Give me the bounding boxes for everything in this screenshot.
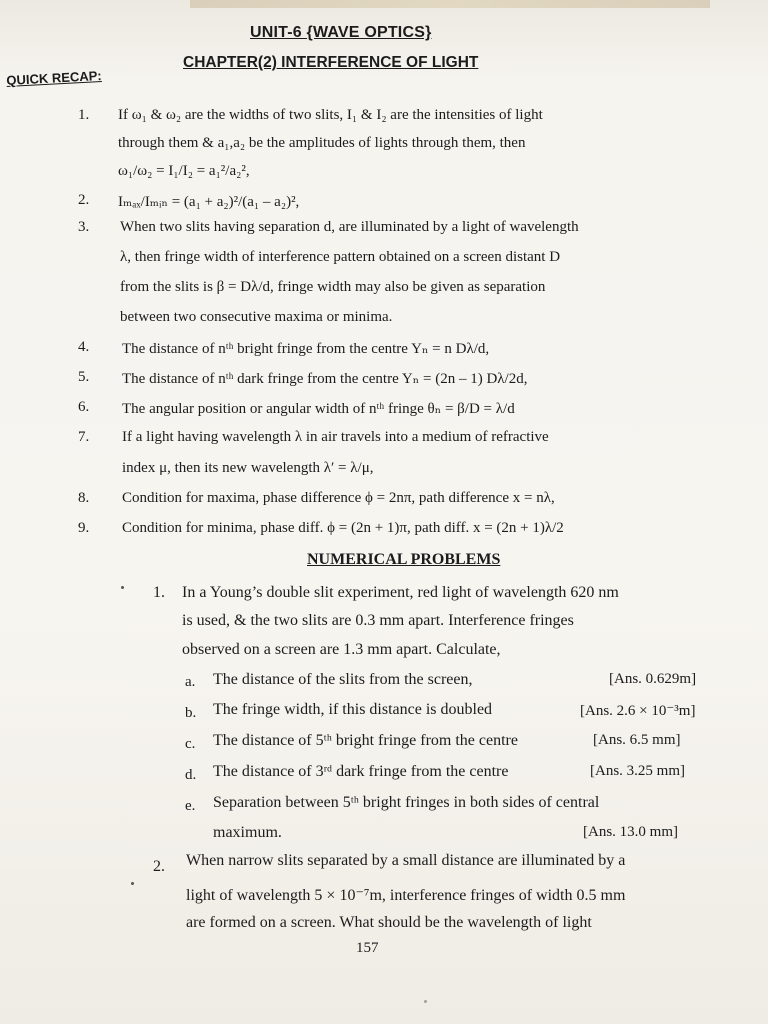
numerical-problems-heading: NUMERICAL PROBLEMS: [307, 551, 501, 568]
problem-1-line-2: is used, & the two slits are 0.3 mm apart. Interference fringes: [182, 612, 574, 629]
quick-recap-heading: QUICK RECAP:: [6, 68, 102, 88]
problem-number-1: 1.: [153, 584, 165, 601]
subpart-c-text: The distance of 5ᵗʰ bright fringe from the centre: [213, 732, 518, 749]
recap-number-8: 8.: [78, 490, 90, 506]
page-number: 157: [356, 940, 379, 956]
recap-number-3: 3.: [78, 219, 90, 235]
problem-2-line-3: are formed on a screen. What should be the wavelength of light: [186, 914, 592, 931]
recap-3-line-2: λ, then fringe width of interference pattern obtained on a screen distant D: [120, 249, 561, 265]
subpart-e-answer: [Ans. 13.0 mm]: [583, 824, 678, 840]
subpart-b-text: The fringe width, if this distance is doubled: [213, 701, 493, 718]
speck-mark: [131, 882, 134, 885]
subpart-letter-b: b.: [185, 705, 197, 721]
page-top-edge: [190, 0, 710, 8]
subpart-c-answer: [Ans. 6.5 mm]: [593, 732, 681, 748]
problem-1-line-1: In a Young’s double slit experiment, red light of wavelength 620 nm: [182, 584, 619, 601]
subpart-e-text: Separation between 5ᵗʰ bright fringes in both sides of central: [213, 794, 600, 811]
recap-number-4: 4.: [78, 339, 90, 355]
recap-number-7: 7.: [78, 429, 90, 445]
subpart-b-answer: [Ans. 2.6 × 10⁻³m]: [580, 703, 696, 719]
speck-mark: [424, 1000, 427, 1003]
subpart-d-answer: [Ans. 3.25 mm]: [590, 763, 685, 779]
recap-5-line-1: The distance of nᵗʰ dark fringe from the centre Yₙ = (2n – 1) Dλ/2d,: [122, 371, 528, 387]
recap-3-line-1: When two slits having separation d, are illuminated by a light of wavelength: [120, 219, 579, 235]
recap-number-2: 2.: [78, 192, 90, 208]
recap-8-line-1: Condition for maxima, phase difference ϕ = 2nπ, path difference x = nλ,: [122, 490, 555, 506]
recap-1-line-1: If ω₁ & ω₂ are the widths of two slits, I₁ & I₂ are the intensities of light: [118, 107, 543, 123]
recap-1-line-2: through them & a₁,a₂ be the amplitudes of lights through them, then: [118, 135, 526, 151]
speck-mark: [121, 586, 124, 589]
subpart-letter-d: d.: [185, 767, 197, 783]
problem-2-line-1: When narrow slits separated by a small distance are illuminated by a: [186, 852, 626, 869]
chapter-title: CHAPTER(2) INTERFERENCE OF LIGHT: [183, 54, 479, 71]
subpart-letter-e: e.: [185, 798, 196, 814]
subpart-e-text-continued: maximum.: [213, 824, 282, 841]
subpart-d-text: The distance of 3ʳᵈ dark fringe from the centre: [213, 763, 509, 780]
recap-7-line-1: If a light having wavelength λ in air travels into a medium of refractive: [122, 429, 549, 445]
recap-number-1: 1.: [78, 107, 90, 123]
subpart-letter-c: c.: [185, 736, 196, 752]
unit-title: UNIT-6 {WAVE OPTICS}: [250, 24, 432, 41]
recap-4-line-1: The distance of nᵗʰ bright fringe from the centre Yₙ = n Dλ/d,: [122, 341, 490, 357]
subpart-a-answer: [Ans. 0.629m]: [609, 671, 697, 687]
recap-3-line-3: from the slits is β = Dλ/d, fringe width may also be given as separation: [120, 279, 546, 295]
recap-number-5: 5.: [78, 369, 90, 385]
recap-number-6: 6.: [78, 399, 90, 415]
recap-9-line-1: Condition for minima, phase diff. ϕ = (2n + 1)π, path diff. x = (2n + 1)λ/2: [122, 520, 564, 536]
problem-number-2: 2.: [153, 858, 165, 875]
recap-3-line-4: between two consecutive maxima or minima.: [120, 309, 393, 325]
problem-1-line-3: observed on a screen are 1.3 mm apart. Calculate,: [182, 641, 501, 658]
problem-2-line-2: light of wavelength 5 × 10⁻⁷m, interference fringes of width 0.5 mm: [186, 887, 626, 904]
recap-number-9: 9.: [78, 520, 90, 536]
subpart-a-text: The distance of the slits from the screen,: [213, 671, 473, 688]
recap-2-line-1: Iₘₐₓ/Iₘᵢₙ = (a₁ + a₂)²/(a₁ – a₂)²,: [118, 194, 300, 210]
recap-1-line-3: ω₁/ω₂ = I₁/I₂ = a₁²/a₂²,: [118, 163, 250, 179]
recap-6-line-1: The angular position or angular width of nᵗʰ fringe θₙ = β/D = λ/d: [122, 401, 515, 417]
subpart-letter-a: a.: [185, 674, 196, 690]
recap-7-line-2: index μ, then its new wavelength λ′ = λ/μ,: [122, 460, 374, 476]
